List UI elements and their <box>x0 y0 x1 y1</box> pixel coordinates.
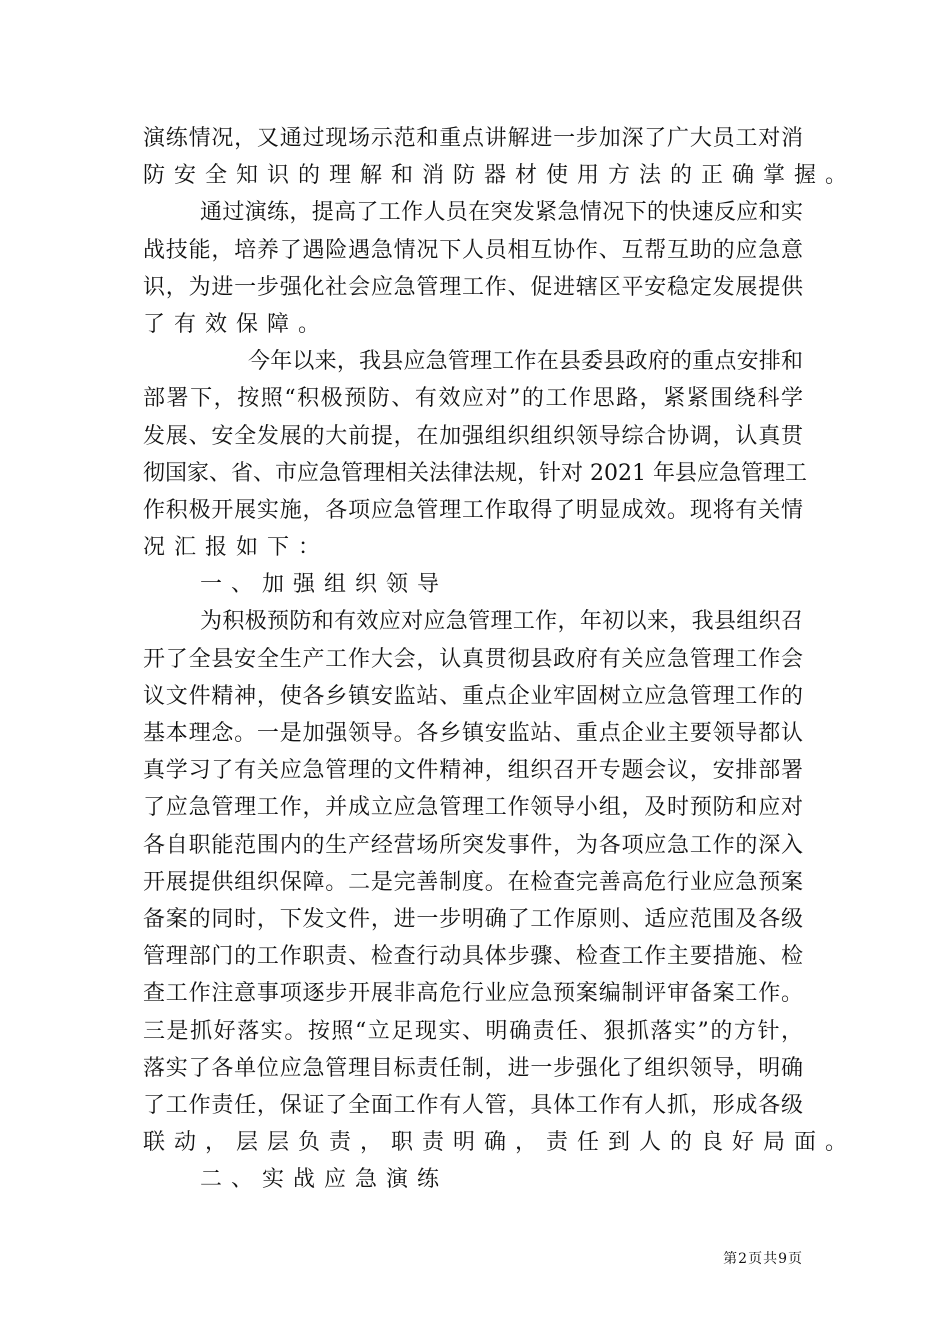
text-line: 为积极预防和有效应对应急管理工作，年初以来，我县组织召 <box>200 609 803 635</box>
text-line: 联动，层层负责，职责明确，责任到人的良好局面。 <box>143 1130 857 1156</box>
page-number: 第2页共9页 <box>723 1251 803 1267</box>
text-line: 了应急管理工作，并成立应急管理工作领导小组，及时预防和应对 <box>143 795 803 821</box>
text-line: 真学习了有关应急管理的文件精神，组织召开专题会议，安排部署 <box>143 758 803 784</box>
text-line: 作积极开展实施，各项应急管理工作取得了明显成效。现将有关情 <box>143 497 803 523</box>
text-line: 识，为进一步强化社会应急管理工作、促进辖区平安稳定发展提供 <box>143 274 803 300</box>
text-line: 防安全知识的理解和消防器材使用方法的正确掌握。 <box>143 163 857 189</box>
text-line: 战技能，培养了遇险遇急情况下人员相互协作、互帮互助的应急意 <box>143 237 803 263</box>
text-line: 开了全县安全生产工作大会，认真贯彻县政府有关应急管理工作会 <box>143 646 803 672</box>
text-line: 三是抓好落实。按照“立足现实、明确责任、狠抓落实”的方针， <box>143 1018 803 1044</box>
text-line: 查工作注意事项逐步开展非高危行业应急预案编制评审备案工作。 <box>143 981 803 1007</box>
text-line: 今年以来，我县应急管理工作在县委县政府的重点安排和 <box>248 349 803 375</box>
text-line: 况汇报如下： <box>143 535 330 561</box>
text-line: 部署下，按照“积极预防、有效应对”的工作思路，紧紧围绕科学 <box>143 386 803 412</box>
text-line: 了有效保障。 <box>143 311 330 337</box>
text-line: 管理部门的工作职责、检查行动具体步骤、检查工作主要措施、检 <box>143 944 803 970</box>
text-line: 演练情况，又通过现场示范和重点讲解进一步加深了广大员工对消 <box>143 126 803 151</box>
text-line: 基本理念。一是加强领导。各乡镇安监站、重点企业主要领导都认 <box>143 721 803 746</box>
section-heading: 一、加强组织领导 <box>200 572 449 598</box>
text-line: 了工作责任，保证了全面工作有人管，具体工作有人抓，形成各级 <box>143 1092 803 1118</box>
text-line: 通过演练，提高了工作人员在突发紧急情况下的快速反应和实 <box>200 200 803 226</box>
document-body <box>143 120 857 1198</box>
text-line: 发展、安全发展的大前提，在加强组织组织领导综合协调，认真贯 <box>143 423 803 449</box>
text-line: 开展提供组织保障。二是完善制度。在检查完善高危行业应急预案 <box>143 869 803 895</box>
section-heading: 二、实战应急演练 <box>200 1167 449 1193</box>
text-line: 彻国家、省、市应急管理相关法律法规，针对 2021 年县应急管理工 <box>143 460 807 486</box>
text-line: 各自职能范围内的生产经营场所突发事件，为各项应急工作的深入 <box>143 832 803 858</box>
text-line: 议文件精神，使各乡镇安监站、重点企业牢固树立应急管理工作的 <box>143 683 803 709</box>
text-line: 落实了各单位应急管理目标责任制，进一步强化了组织领导，明确 <box>143 1055 803 1081</box>
text-line: 备案的同时，下发文件，进一步明确了工作原则、适应范围及各级 <box>143 906 803 932</box>
